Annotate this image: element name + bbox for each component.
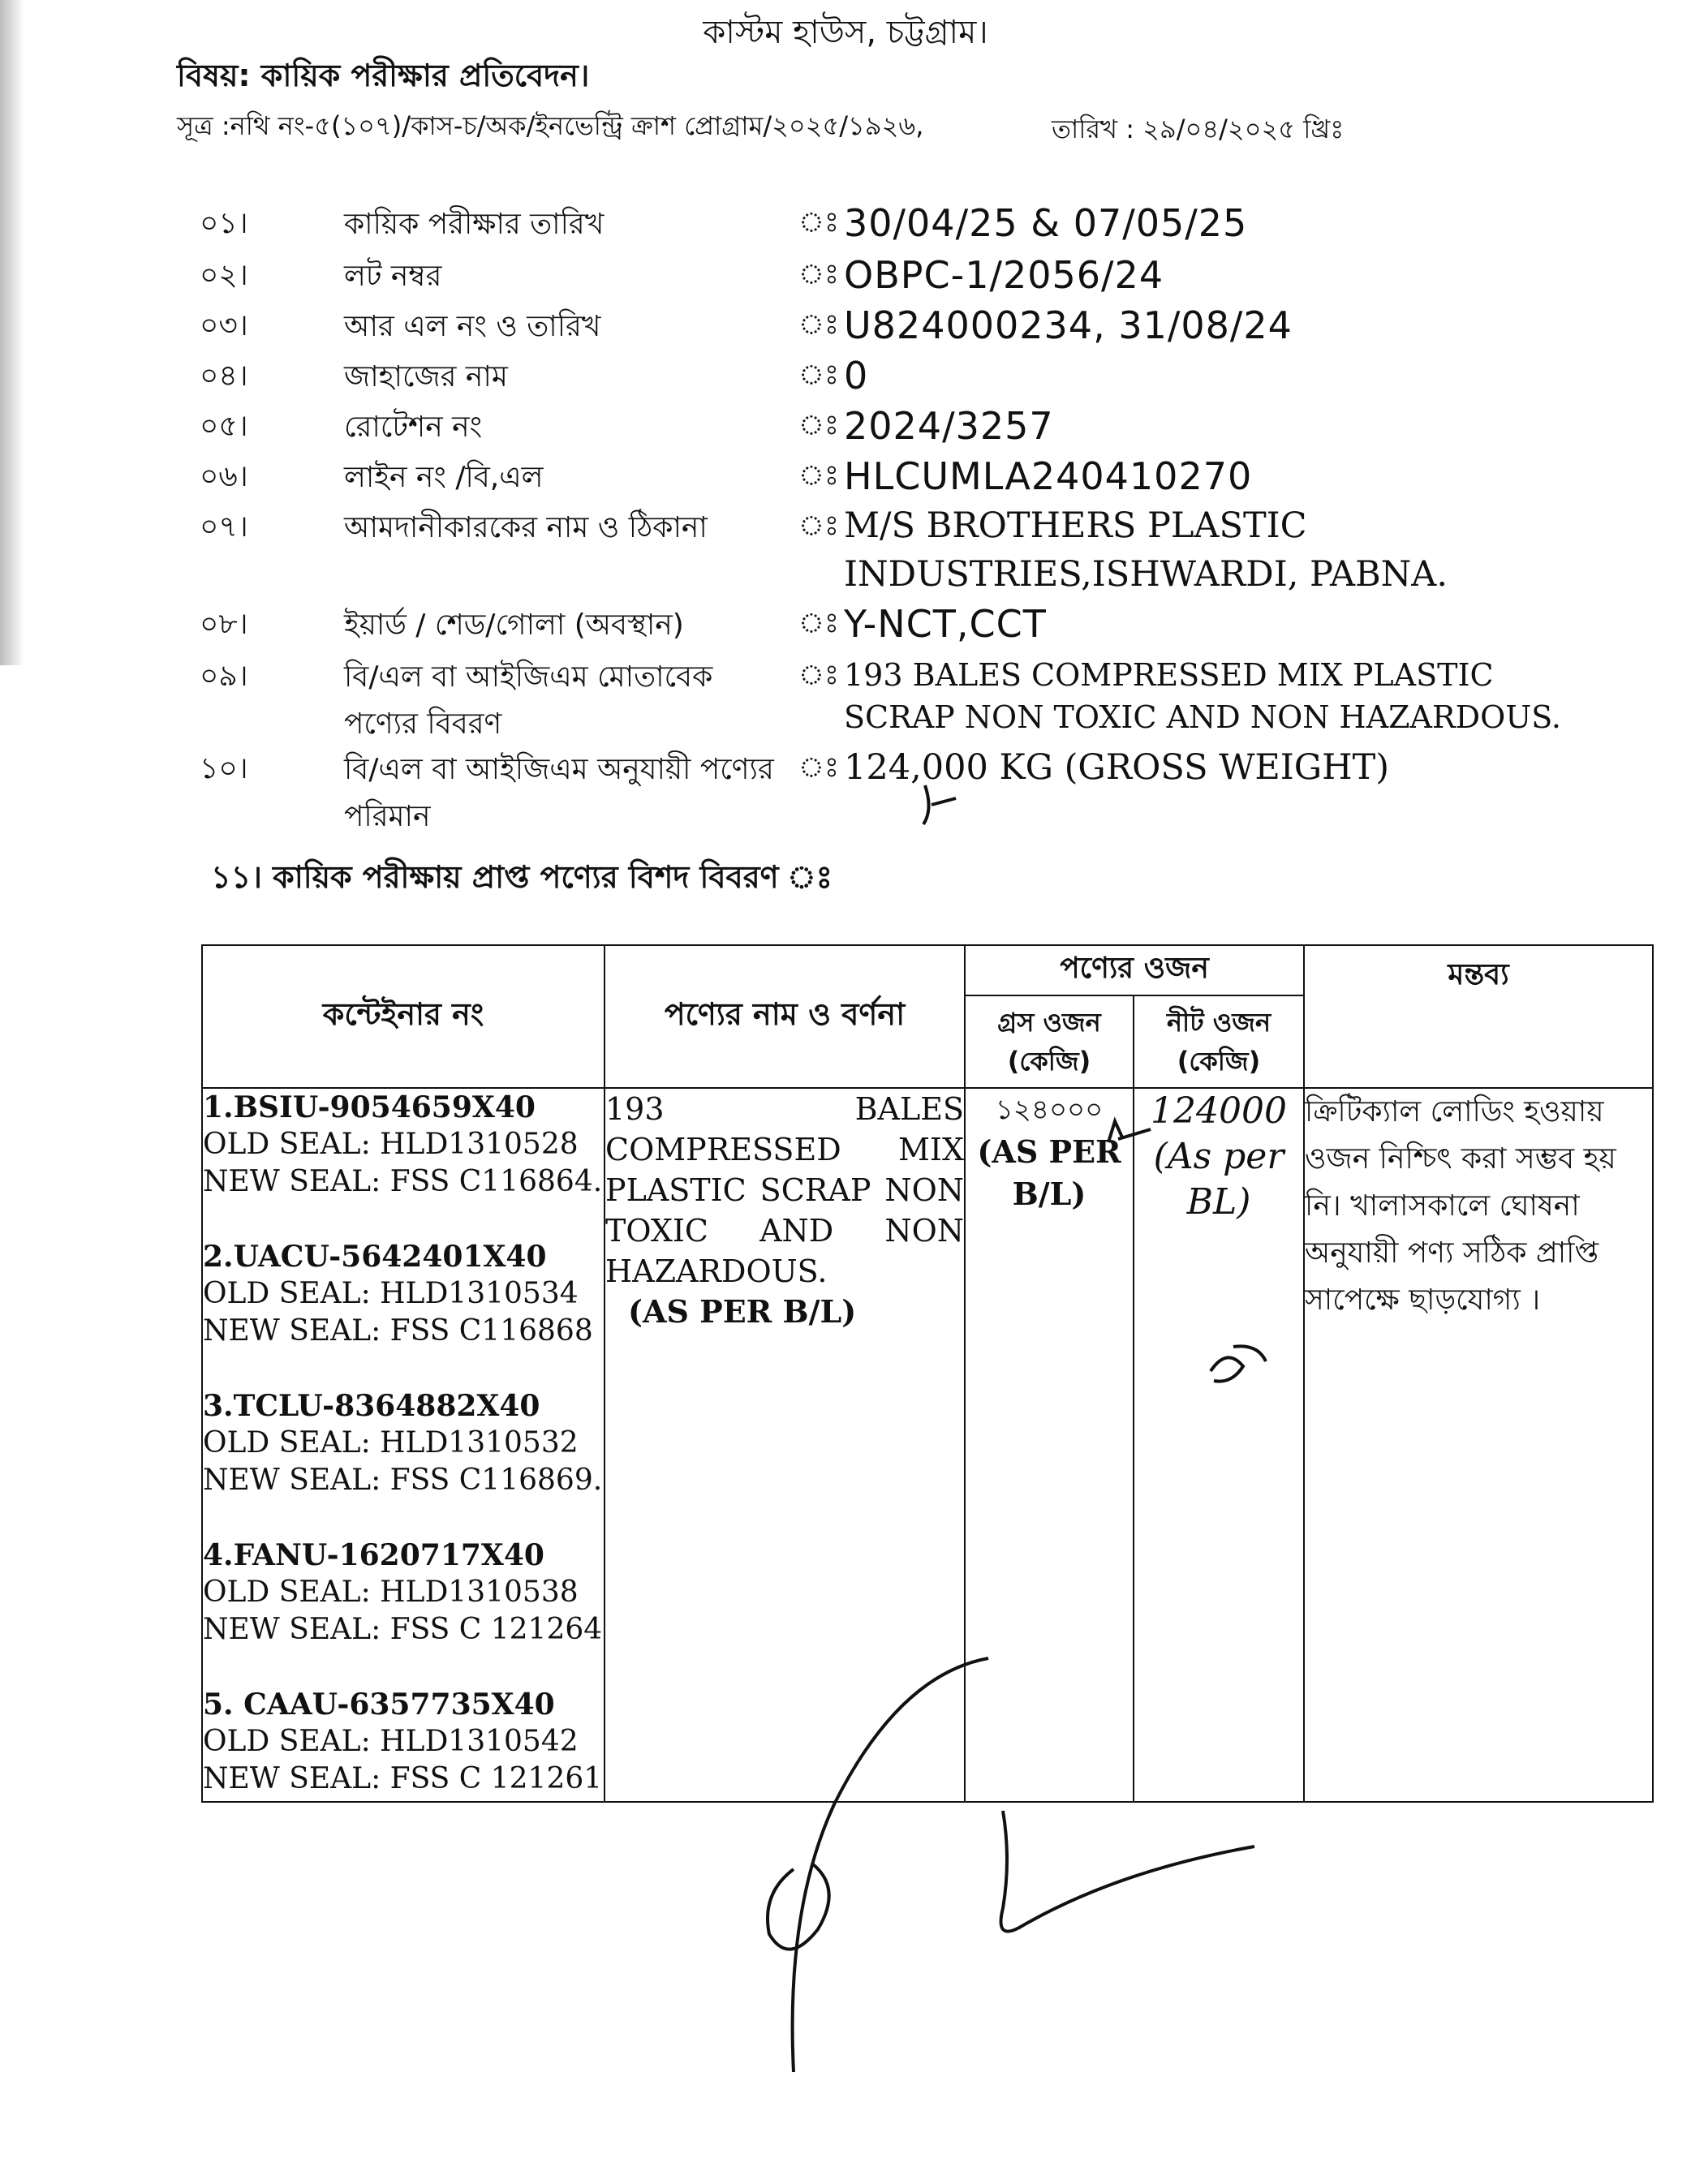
- field-number: ০৭।: [200, 510, 248, 544]
- field-number: ০৪।: [200, 359, 248, 393]
- net-weight-note-2: BL): [1186, 1181, 1251, 1223]
- gross-weight-value: ১২৪০০০: [995, 1094, 1104, 1126]
- field-number: ০৯।: [200, 660, 248, 693]
- field-label: বি/এল বা আইজিএম মোতাবেক পণ্যের বিবরণ: [344, 660, 713, 741]
- field-colon: ঃ: [798, 509, 839, 542]
- container-number: 4.FANU-1620717X40: [203, 1538, 544, 1572]
- reference-date: তারিখ : ২৯/০৪/২০২৫ খ্রিঃ: [1052, 114, 1345, 144]
- goods-note: (AS PER B/L): [628, 1293, 857, 1330]
- header-net: নীট ওজন (কেজি): [1134, 995, 1304, 1088]
- field-colon: ঃ: [798, 409, 839, 441]
- office-header: কাস্টম হাউস, চট্টগ্রাম।: [703, 14, 988, 51]
- field-colon: ঃ: [798, 359, 839, 391]
- field-value: M/S BROTHERS PLASTIC INDUSTRIES,ISHWARDI, PABNA.: [844, 505, 1448, 595]
- field-label: জাহাজের নাম: [344, 360, 508, 393]
- field-label: রোটেশন নং: [344, 411, 483, 444]
- initials-mark: [1211, 1346, 1266, 1381]
- net-weight-note-1: (As per: [1153, 1136, 1284, 1177]
- correction-mark: [1108, 1121, 1151, 1142]
- header-container: কন্টেইনার নং: [202, 945, 605, 1088]
- field-label: আর এল নং ও তারিখ: [344, 310, 601, 343]
- field-label: কায়িক পরীক্ষার তারিখ: [344, 208, 605, 241]
- old-seal: OLD SEAL: HLD1310528: [203, 1128, 579, 1161]
- field-number: ০৫।: [200, 410, 248, 443]
- field-label: বি/এল বা আইজিএম অনুযায়ী পণ্যের পরিমান: [344, 753, 774, 833]
- field-colon: ঃ: [798, 751, 839, 784]
- header-goods: পণ্যের নাম ও বর্ণনা: [605, 945, 965, 1088]
- field-colon: ঃ: [798, 258, 839, 290]
- field-colon: ঃ: [798, 459, 839, 492]
- field-number: ০১।: [200, 207, 248, 240]
- signature-right: [1001, 1811, 1255, 1932]
- container-number: 5. CAAU-6357735X40: [203, 1687, 555, 1722]
- field-colon: ঃ: [798, 308, 839, 341]
- old-seal: OLD SEAL: HLD1310538: [203, 1576, 579, 1609]
- new-seal: NEW SEAL: FSS C 121264: [203, 1613, 603, 1646]
- field-colon: ঃ: [798, 206, 839, 239]
- new-seal: NEW SEAL: FSS C116869.: [203, 1464, 603, 1497]
- field-label: ইয়ার্ড / শেড/গোলা (অবস্থান): [344, 608, 684, 642]
- old-seal: OLD SEAL: HLD1310532: [203, 1426, 579, 1460]
- header-gross: গ্রস ওজন (কেজি): [965, 995, 1134, 1088]
- old-seal: OLD SEAL: HLD1310542: [203, 1725, 579, 1758]
- field-value: Y-NCT,CCT: [844, 602, 1047, 646]
- net-weight-handwritten: 124000: [1151, 1090, 1287, 1132]
- new-seal: NEW SEAL: FSS C 121261: [203, 1762, 603, 1795]
- goods-description: 193 BALES COMPRESSED MIX PLASTIC SCRAP NON TOXIC AND NON HAZARDOUS.: [605, 1091, 964, 1289]
- field-label: লট নম্বর: [344, 260, 442, 293]
- container-number: 1.BSIU-9054659X40: [203, 1090, 536, 1124]
- field-number: ১০।: [200, 752, 248, 785]
- field-value: 124,000 KG (GROSS WEIGHT): [844, 747, 1390, 788]
- field-value: 2024/3257: [844, 404, 1054, 448]
- correction-mark: [923, 785, 956, 824]
- field-number: ০৩।: [200, 309, 248, 342]
- header-weight: পণ্যের ওজন: [965, 945, 1304, 995]
- field-number: ০৬।: [200, 460, 248, 493]
- remarks-cell: ক্রিটিক্যাল লোডিং হওয়ায় ওজন নিশ্চিৎ করা সম্ভব হয় নি। খালাসকালে ঘোষনা অনুযায়ী পণ্য সঠিক প্রাপ্তি সাপেক্ষে ছাড়যোগ্য ।: [1304, 1088, 1653, 1802]
- header-remarks: মন্তব্য: [1304, 945, 1653, 1088]
- signature-left: [768, 1658, 988, 2072]
- gross-weight-note: (AS PER B/L): [977, 1133, 1121, 1212]
- field-colon: ঃ: [798, 607, 839, 639]
- old-seal: OLD SEAL: HLD1310534: [203, 1277, 579, 1310]
- field-value: 193 BALES COMPRESSED MIX PLASTIC SCRAP NON TOXIC AND NON HAZARDOUS.: [844, 657, 1562, 735]
- field-colon: ঃ: [798, 659, 839, 691]
- container-number: 2.UACU-5642401X40: [203, 1240, 547, 1274]
- new-seal: NEW SEAL: FSS C116864.: [203, 1165, 603, 1198]
- new-seal: NEW SEAL: FSS C116868: [203, 1314, 593, 1348]
- reference-line: সূত্র :নথি নং-৫(১০৭)/কাস-চ/অক/ইনভেন্ট্রি ক্রাশ প্রোগ্রাম/২০২৫/১৯২৬,: [177, 110, 924, 141]
- field-value: HLCUMLA240410270: [844, 454, 1253, 498]
- field-label: লাইন নং /বি,এল: [344, 461, 544, 494]
- field-label: আমদানীকারকের নাম ও ঠিকানা: [344, 511, 708, 544]
- field-number: ০৮।: [200, 608, 248, 641]
- field-value: U824000234, 31/08/24: [844, 303, 1293, 347]
- field-value: 30/04/25 & 07/05/25: [844, 201, 1248, 245]
- container-number: 3.TCLU-8364882X40: [203, 1389, 540, 1423]
- subject-line: বিষয়: কায়িক পরীক্ষার প্রতিবেদন।: [177, 58, 590, 93]
- section-11-heading: ১১। কায়িক পরীক্ষায় প্রাপ্ত পণ্যের বিশদ বিবরণ ঃ: [211, 859, 833, 895]
- field-value: 0: [844, 354, 869, 398]
- field-number: ০২।: [200, 259, 248, 292]
- field-value: OBPC-1/2056/24: [844, 253, 1164, 297]
